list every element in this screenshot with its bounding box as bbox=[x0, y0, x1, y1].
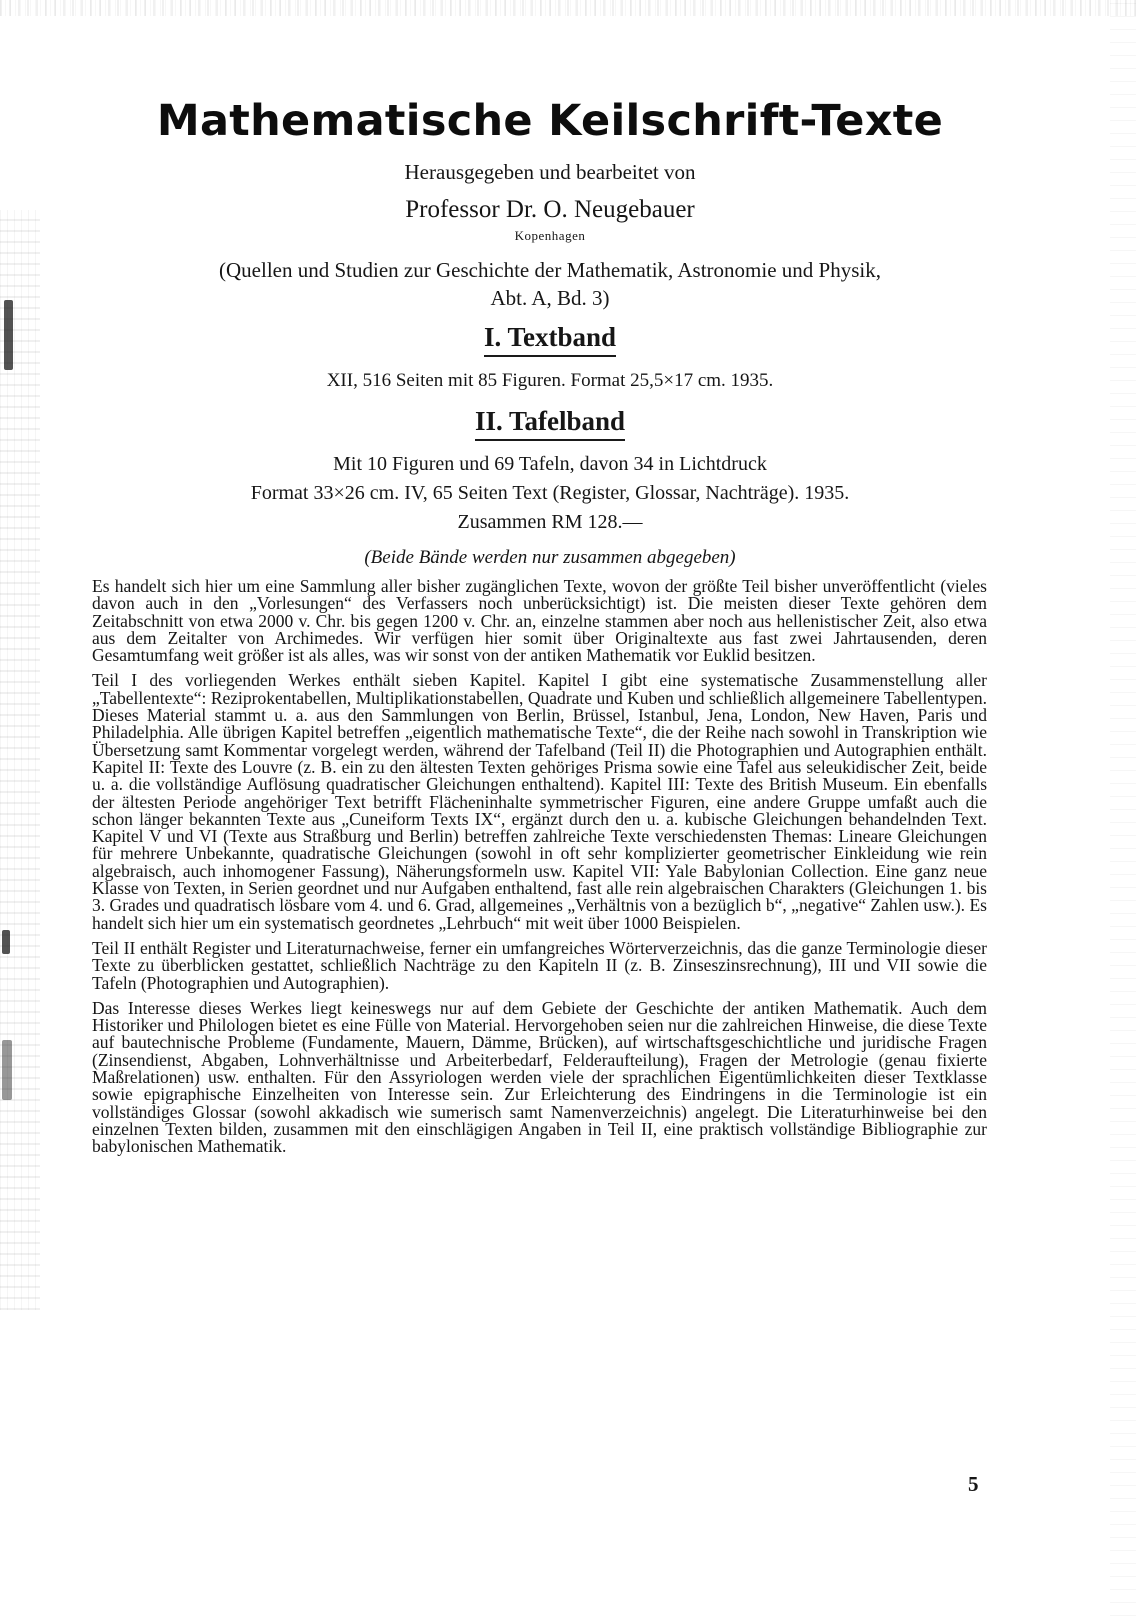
series-line-1: (Quellen und Studien zur Geschichte der Mathematik, Astronomie und Physik, bbox=[219, 258, 881, 282]
paragraph-part-1: Teil I des vorliegenden Werkes enthält sieben Kapitel. Kapitel I gibt eine systematische Zusammenstellung aller „Tabellentexte“: Reziprokentabellen, Multiplikationstabellen, Quadrate und Kuben und schließlich allgemeinere Tabellentypen. Dieses Material stammt u. a. aus den Sammlungen von Berlin, Brüssel, Istanbul, Jena, London, New Haven, Paris und Philadelphia. Alle übrigen Kapitel betreffen „eigentlich mathematische Texte“, die der Reihe nach sowohl in Transkription wie Übersetzung samt Kommentar vorgelegt werden, während der Tafelband (Teil II) die Photographien und Autographien enthält. Kapitel II: Texte des Louvre (z. B. ein zu den ältesten Texten gehöriges Prisma sowie eine Tafel aus seleukidischer Zeit, beide u. a. die vollständige Auflösung quadratischer Gleichungen enthaltend). Kapitel III: Texte des British Museum. Ein ebenfalls der ältesten Periode angehöriger Text betrifft Flächeninhalte symmetrischer Figuren, eine andere Gruppe umfaßt auch die schon länger bekannten Texte aus „Cuneiform Texts IX“, ergänzt durch den u. a. kubische Gleichungen behandelnden Text. Kapitel V und VI (Texte aus Straßburg und Berlin) betreffen zahlreiche Texte verschiedensten Themas: Lineare Gleichungen für mehrere Unbekannte, quadratische Gleichungen (sowohl in oft sehr komplizierter geometrischer Einkleidung wie rein algebraisch, auch inhomogener Fassung), Näherungsformeln usw. Kapitel VII: Yale Babylonian Collection. Eine ganz neue Klasse von Texten, in Serien geordnet und nur Aufgaben enthaltend, fast alle rein algebraischen Charakters (Gleichungen 1. bis 3. Grades und quadratisch lösbare vom 4. und 6. Grad, allgemeines „Verhältnis von a bezüglich b“, „negative“ Zahlen usw.). Es handelt sich hier um ein systematisch geordnetes „Lehrbuch“ mit weit über 1000 Beispielen. bbox=[92, 670, 987, 933]
scan-edge-top bbox=[0, 0, 1136, 16]
volume-2-details-line-1: Mit 10 Figuren und 69 Tafeln, davon 34 in Lichtdruck bbox=[333, 453, 767, 475]
volume-2-heading bbox=[0, 406, 1100, 441]
volume-1-heading-text: I. Textband bbox=[484, 322, 616, 357]
scan-smudge bbox=[2, 1040, 12, 1100]
editor-place: Kopenhagen bbox=[514, 228, 586, 243]
price: Zusammen RM 128.— bbox=[457, 511, 643, 533]
series-line-2: Abt. A, Bd. 3) bbox=[490, 286, 610, 310]
paragraph-part-2: Teil II enthält Register und Literaturnachweise, ferner ein umfangreiches Wörterverzeichnis, das die ganze Terminologie dieser Texte zu überblicken gestattet, schließlich Nachträge zu den Kapiteln II (z. B. Zinseszinsrechnung), III und VII sowie die Tafeln (Photographien und Autographien). bbox=[92, 937, 987, 993]
volume-1-heading bbox=[0, 322, 1100, 357]
book-title: Mathematische Keilschrift-Texte bbox=[156, 96, 944, 146]
paragraph-interest: Das Interesse dieses Werkes liegt keineswegs nur auf dem Gebiete der Geschichte der antiken Mathematik. Auch dem Historiker und Philologen bietet es eine Fülle von Material. Hervorgehoben seien nur die zahlreichen Hinweise, die diese Texte auf bautechnische Probleme (Fundamente, Mauern, Dämme, Brücken), auf wirtschaftsgeschichtliche und juridische Fragen (Zinsendienst, Abgaben, Lohnverhältnisse und Arbeiterbedarf, Felderaufteilung), Fragen der Metrologie (genau fixierte Maßrelationen) usw. enthalten. Für den Assyriologen werden viele der sprachlichen Eigentümlichkeiten dieser Textklasse sowie epigraphische Einzelheiten von Interesse sein. Zur Erleichterung des Eindringens in die Terminologie ist ein vollständiges Glossar (sowohl akkadisch wie sumerisch samt Namenverzeichnis) angelegt. Die Literaturhinweise bei den einzelnen Texten bilden, zusammen mit den einschlägigen Angaben in Teil II, eine praktisch vollständige Bibliographie zur babylonischen Mathematik. bbox=[92, 997, 987, 1157]
volume-2-heading-text: II. Tafelband bbox=[475, 406, 625, 441]
scan-edge-right bbox=[1110, 0, 1136, 1616]
sales-note: (Beide Bände werden nur zusammen abgegeben) bbox=[364, 547, 736, 568]
body-text bbox=[92, 578, 987, 1164]
paragraph-intro: Es handelt sich hier um eine Sammlung aller bisher zugänglichen Texte, wovon der größte Teil bisher unveröffentlicht (vieles davon auch in den „Vorlesungen“ des Verfassers noch unberücksichtigt) ist. Die meisten dieser Texte gehören dem Zeitabschnitt von etwa 2000 v. Chr. bis gegen 1200 v. Chr. an, einzelne stammen aber noch aus hellenistischer Zeit, also etwa aus dem Zeitalter von Archimedes. Wir verfügen hier somit über Originaltexte aus fast zwei Jahrtausenden, deren Gesamtumfang weit größer ist als alles, was wir sonst von der antiken Mathematik vor Euklid besitzen. bbox=[92, 576, 987, 666]
editor-name: Professor Dr. O. Neugebauer bbox=[405, 196, 695, 223]
volume-1-details: XII, 516 Seiten mit 85 Figuren. Format 25,5×17 cm. 1935. bbox=[326, 370, 774, 391]
volume-2-details-line-2: Format 33×26 cm. IV, 65 Seiten Text (Register, Glossar, Nachträge). 1935. bbox=[250, 482, 850, 504]
page-number: 5 bbox=[968, 1472, 979, 1496]
editor-intro: Herausgegeben und bearbeitet von bbox=[404, 160, 696, 184]
scan-smudge bbox=[2, 930, 10, 954]
